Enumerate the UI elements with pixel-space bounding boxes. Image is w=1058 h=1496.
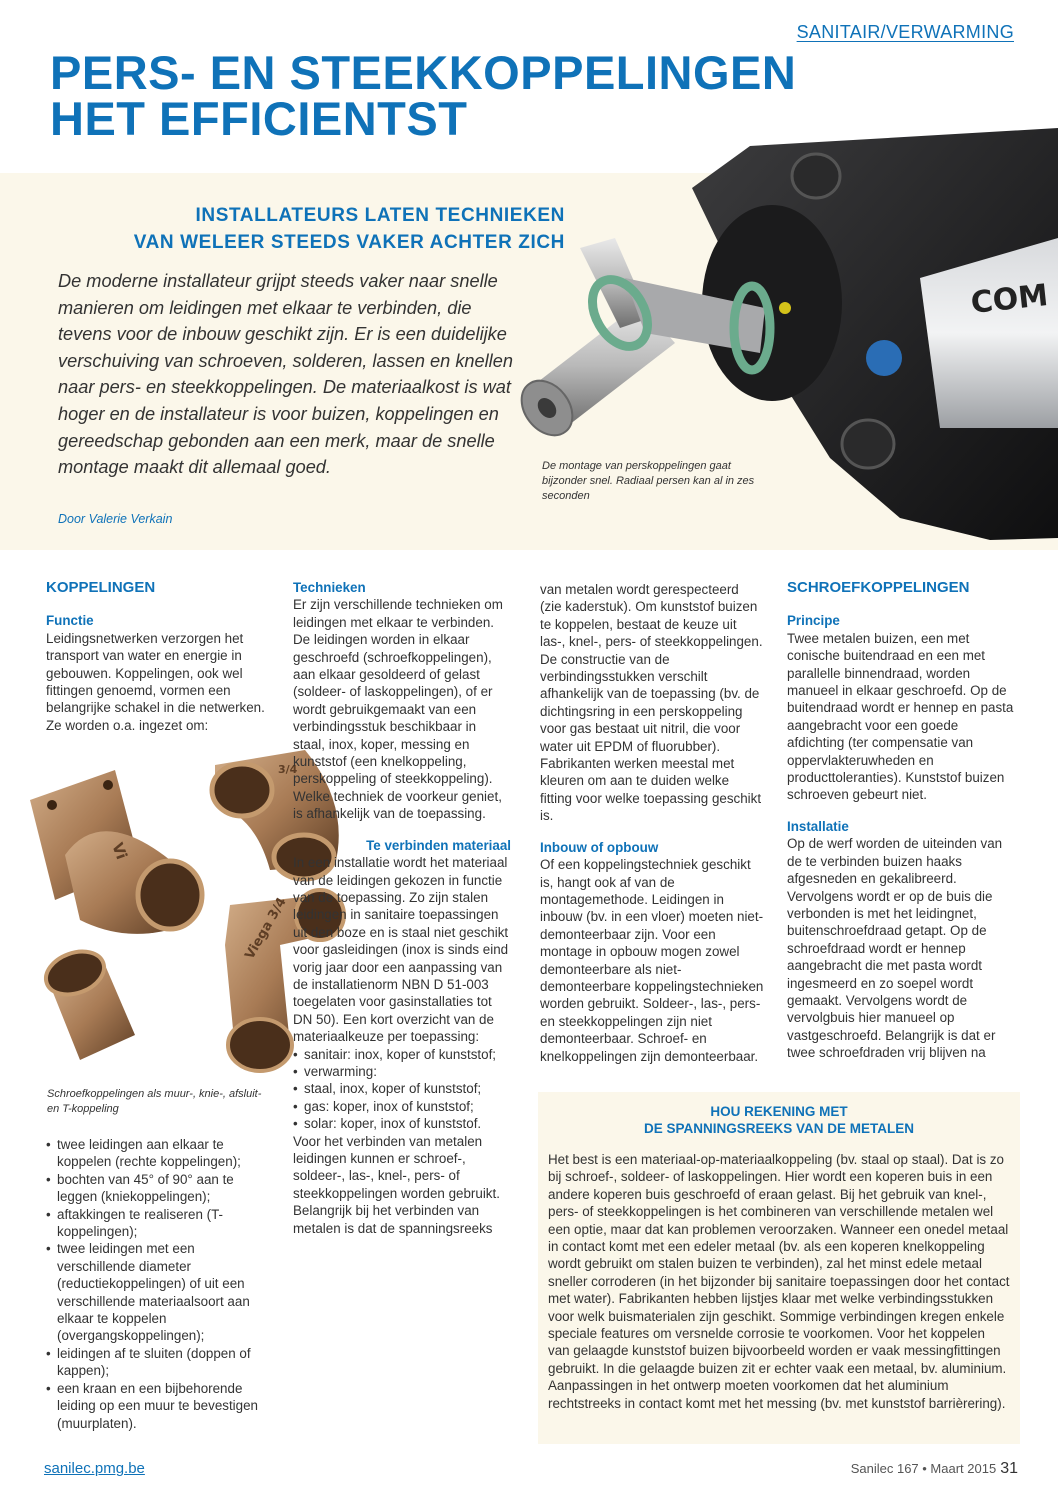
subheading: Te verbinden materiaal bbox=[366, 837, 511, 853]
footer-issue bbox=[851, 1460, 1018, 1478]
lead-paragraph: De moderne installateur grijpt steeds vaker naar snelle manieren om leidingen met elkaar te verbinden, die tevens voor de inbouw geschikt zijn. Er is een duidelijke verschuiving van schroeven, solderen, lassen en knellen naar pers- en steekkoppelingen. De materiaalkost is wat hoger en de installateur is voor buizen, koppelingen en gereedschap gebonden aan een merk, maar de snelle montage maakt dit allemaal goed. bbox=[58, 271, 513, 478]
fittings-photo-caption: Schroefkoppelingen als muur-, knie-, afsluit- en T-koppeling bbox=[47, 1088, 262, 1115]
body-text: Voor het verbinden van metalen leidingen kunnen er schroef-, soldeer-, las-, knel-, pers- of steekkoppelingen worden gebruikt. Belangrijk bij het verbinden van metalen is dat de spanningsreeks bbox=[293, 1133, 500, 1236]
title-line-2: HET EFFICIENTST bbox=[50, 92, 468, 145]
subheading: Technieken bbox=[293, 580, 366, 595]
body-text: van metalen wordt gerespecteerd (zie kaderstuk). Om kunststof buizen te koppelen, bestaat de keuze uit las-, knel-, pers- of steekkoppelingen. De constructie van de verbindingsstukken verschilt afhankelijk van de toepassing (bv. de dichtingsring in een perskoppeling voor gas bestaat uit nitril, die voor water uit EPDM of fluorubber). Fabrikanten werken meestal met kleuren om aan te duiden welke fitting voor welke toepassing geschikt is. bbox=[540, 582, 763, 824]
list-item: • solar: koper, inox of kunststof. bbox=[293, 1115, 511, 1132]
list-item: • een kraan en een bijbehorende leiding op een muur te bevestigen (muurplaten). bbox=[46, 1380, 268, 1432]
list-item: • bochten van 45° of 90° aan te leggen (kniekoppelingen); bbox=[46, 1171, 268, 1206]
list-item: • twee leidingen aan elkaar te koppelen (rechte koppelingen); bbox=[46, 1136, 268, 1171]
body-text: Er zijn verschillende technieken om leidingen met elkaar te verbinden. De leidingen worden in elkaar geschroefd (schroefkoppelingen), aan elkaar gesoldeerd of gelast (soldeer- of laskoppelingen), of er wordt gebruikgemaakt van een verbindingsstuk beschikbaar in staal, inox, koper, messing en kunststof (een knelkoppeling, perskoppeling of steekkoppeling). Welke techniek de voorkeur geniet, is afhankelijk van de toepassing. bbox=[293, 597, 503, 822]
subheading: Principe bbox=[787, 613, 840, 629]
box-title-line-2: DE SPANNINGSREEKS VAN DE METALEN bbox=[643, 1121, 915, 1136]
bolt-icon bbox=[842, 420, 894, 468]
subheading: Inbouw of opbouw bbox=[540, 839, 659, 855]
list-item: • verwarming: bbox=[293, 1063, 511, 1080]
sidebar-box-text: Het best is een materiaal-op-materiaalkoppeling (bv. staal op staal). Dat is zo bij schroef-, soldeer- of laskoppelingen. Hier wordt een koperen buis in een andere koperen buis geschroefd of eraan gelast. Bij het gebruik van knel-, pers- of steekkoppelingen is het combineren van verschillende metalen wel een optie, maar dat kan problemen veroorzaken. Wanneer een onedel metaal in contact komt met een edeler metaal (bv. als een koperen knelkoppeling wordt gebruikt om stalen buizen te verbinden), zal het minst edele metaal sneller corroderen (in het bijzonder bij sanitaire toepassingen door het contact met water). Fabrikanten hebben lijstjes klaar met welke verbindingsstukken voor welk buismaterialen zijn geschikt. Sommige verbindingen kregen enkele speciale features om versnelde corrosie te voorkomen. Voor het koppelen van gelaagde kunststof buizen bijvoorbeeld worden er vaak messingfittingen gebruikt. In die gelaagde buizen zit er echter vaak een metaal, bv. aluminium. Aanpassingen in het ontwerp moeten voorkomen dat het aluminium rechtstreeks in contact komt met het messing (bv. met kunststof barrièrering). bbox=[548, 1152, 1010, 1411]
list-item: • aftakkingen te realiseren (T-koppelingen); bbox=[46, 1206, 268, 1241]
section-heading: SCHROEFKOPPELINGEN bbox=[787, 579, 970, 596]
indicator-dot bbox=[779, 302, 791, 314]
coupling-purpose-list bbox=[46, 1136, 268, 1432]
tool-brand-text: COM bbox=[969, 278, 1050, 321]
column-3 bbox=[540, 581, 764, 1065]
column-1 bbox=[46, 579, 268, 734]
column-4 bbox=[787, 579, 1015, 1062]
list-item-continuation bbox=[293, 1080, 511, 1097]
list-item: • sanitair: inox, koper of kunststof; bbox=[293, 1046, 511, 1063]
footer-website-link[interactable]: sanilec.pmg.be bbox=[44, 1460, 145, 1477]
list-item: • leidingen af te sluiten (doppen of kappen); bbox=[46, 1345, 268, 1380]
bolt-icon bbox=[792, 154, 840, 198]
body-text: Leidingsnetwerken verzorgen het transport van water en energie in gebouwen. Koppelingen, ook wel fittingen genoemd, vormen een belangrijke schakel in die netwerken. Ze worden o.a. ingezet om: bbox=[46, 630, 265, 733]
tool-logo-icon bbox=[866, 340, 902, 376]
column-1-list bbox=[46, 1136, 268, 1432]
tool-photo-caption: De montage van perskoppelingen gaat bijzonder snel. Radiaal persen kan al in zes seconden bbox=[542, 460, 755, 502]
section-tag: SANITAIR/VERWARMING bbox=[796, 22, 1014, 42]
material-list bbox=[293, 1046, 511, 1133]
subtitle-line-2: VAN WELEER STEEDS VAKER ACHTER ZICH bbox=[133, 232, 565, 253]
subheading: Functie bbox=[46, 613, 94, 629]
list-continuation-text: staal, inox, koper of kunststof; bbox=[304, 1081, 482, 1097]
subheading: Installatie bbox=[787, 818, 849, 834]
fitting-mark: 3/4 bbox=[278, 763, 298, 776]
byline: Door Valerie Verkain bbox=[58, 512, 173, 526]
body-text: Twee metalen buizen, een met conische buitendraad en een met parallelle binnendraad, worden manueel in elkaar geschroefd. Op de buitendraad wordt er hennep en pasta aangebracht voor een goede afdichting (ter compensatie van oppervlakteruwheden en producttoleranties). Kunststof buizen schroeven gebeurt niet. bbox=[787, 630, 1014, 803]
subtitle bbox=[60, 202, 565, 256]
box-title-line-1: HOU REKENING MET bbox=[710, 1104, 848, 1119]
fitting-mark: Vi bbox=[108, 840, 131, 862]
issue-label: Sanilec 167 • Maart 2015 bbox=[850, 1461, 997, 1476]
sidebar-box-title bbox=[538, 1103, 1020, 1137]
body-text: Op de werf worden de uiteinden van de te verbinden buizen haaks afgesneden en gekalibreerd. Vervolgens wordt er op de buis die verbonden is met het leidingnet, buitenschroefdraad getapt. Op de schroefdraad wordt er hennep aangebracht die met pasta wordt ingesmeerd en zo soepel wordt gemaakt. Vervolgens wordt de vervolgbuis hier manueel op vastgeschroefd. Belangrijk is dat er twee schroefdraden vrij blijven na bbox=[787, 836, 1003, 1061]
list-item: • gas: koper, inox of kunststof; bbox=[293, 1098, 511, 1115]
page-number: 31 bbox=[1000, 1460, 1018, 1477]
section-heading: KOPPELINGEN bbox=[46, 579, 156, 596]
subtitle-line-1: INSTALLATEURS LATEN TECHNIEKEN bbox=[195, 205, 565, 226]
title-line-1: PERS- EN STEEKKOPPELINGEN bbox=[50, 46, 797, 99]
body-text: In een installatie wordt het materiaal van de leidingen gekozen in functie van de toepassing. Zo zijn stalen leidingen in sanitaire toepassingen uit den boze en is staal niet geschikt voor gasleidingen (inox is sinds eind vorig jaar door een aanpassing van de installatienorm NBN D 51-003 toegelaten voor gasinstallaties tot DN 50). Een kort overzicht van de materiaalkeuze per toepassing: bbox=[293, 855, 509, 1045]
body-text: Of een koppelingstechniek geschikt is, hangt ook af van de montagemethode. Leidingen in inbouw (bv. in een vloer) moeten niet-demonteerbaar zijn. Voor een montage in opbouw mogen zowel demonteerbare als niet-demonteerbare koppelingstechnieken worden gebruikt. Soldeer-, las-, pers- en steekkoppelingen zijn niet demonteerbaar. Schroef- en knelkoppelingen zijn demonteerbaar. bbox=[540, 857, 764, 1064]
column-2 bbox=[293, 579, 511, 1237]
fitting-mark: Viega 3/4 bbox=[242, 895, 290, 962]
list-item: • twee leidingen met een verschillende diameter (reductiekoppelingen) of uit een verschillende materiaalsoort aan elkaar te koppelen (overgangskoppelingen); bbox=[46, 1240, 268, 1344]
